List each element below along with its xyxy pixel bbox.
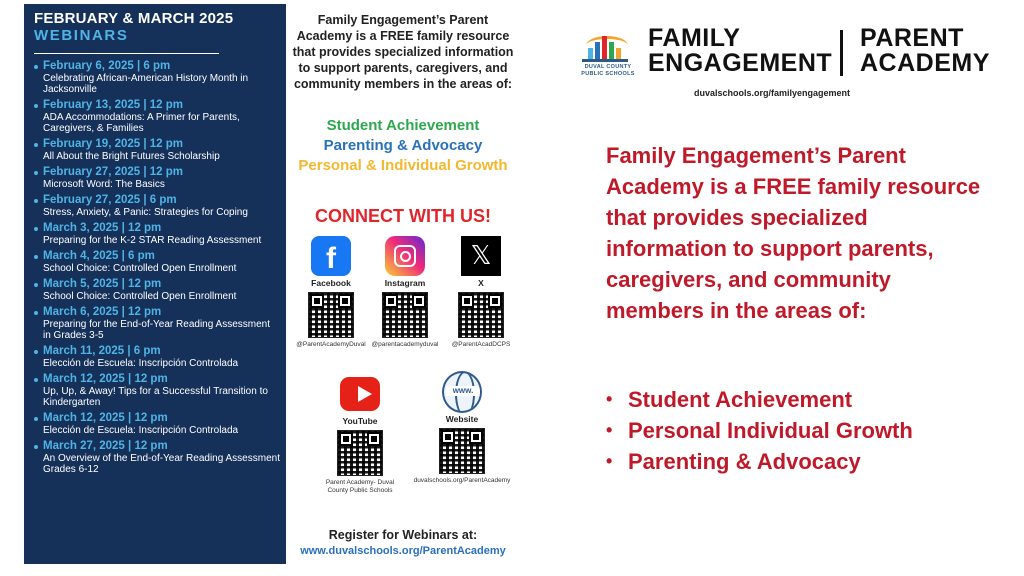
social-handle: @ParentAcadDCPS (451, 341, 511, 348)
webinar-title: Microsoft Word: The Basics (43, 179, 165, 190)
youtube-icon (340, 377, 380, 411)
webinar-title: School Choice: Controlled Open Enrollment (43, 291, 237, 302)
social-youtube[interactable] (316, 374, 404, 495)
webinar-list (34, 60, 280, 475)
register-label: Register for Webinars at: (328, 528, 478, 542)
area-parenting-advocacy: Parenting & Advocacy (323, 137, 483, 154)
social-label: X (478, 278, 484, 288)
list-item: • Parenting & Advocacy (606, 446, 913, 477)
instagram-icon (385, 236, 425, 276)
webinar-item (34, 373, 280, 408)
title-academy: ACADEMY (860, 49, 990, 77)
social-handle: @ParentAcademyDuval (296, 341, 366, 348)
flyer-column (290, 0, 516, 576)
webinar-date: February 27, 2025 | 6 pm (43, 194, 177, 206)
qr-code[interactable] (439, 428, 485, 474)
webinar-title: Preparing for the End-of-Year Reading Assessment in Grades 3-5 (43, 319, 270, 341)
social-x[interactable] (446, 236, 516, 349)
webinar-title: Preparing for the K-2 STAR Reading Assessment (43, 235, 262, 246)
webinar-date: February 6, 2025 | 6 pm (43, 60, 171, 72)
webinar-date: March 12, 2025 | 12 pm (43, 373, 168, 385)
webinar-title: Stress, Anxiety, & Panic: Strategies for Coping (43, 207, 248, 218)
webinar-date: February 27, 2025 | 12 pm (43, 166, 184, 178)
x-icon: 𝕏 (461, 236, 501, 276)
social-label: Instagram (384, 278, 426, 288)
logo-subtitle: DUVAL COUNTY PUBLIC SCHOOLS (581, 64, 635, 77)
webinar-item (34, 60, 280, 95)
webinar-title: Up, Up, & Away! Tips for a Successful Transition to Kindergarten (43, 386, 268, 408)
globe-icon (442, 371, 482, 413)
webinar-item (34, 250, 280, 274)
webinar-date: March 12, 2025 | 12 pm (43, 412, 168, 424)
title-family: FAMILY (648, 24, 741, 52)
webinar-title: Elección de Escuela: Inscripción Controlada (43, 425, 239, 436)
title-divider (34, 53, 219, 54)
qr-code[interactable] (458, 292, 504, 338)
social-instagram[interactable] (370, 236, 440, 349)
webinar-date: March 4, 2025 | 6 pm (43, 250, 155, 262)
webinar-title: Celebrating African-American History Month in Jacksonville (43, 73, 249, 95)
family-engagement-link[interactable]: duvalschools.org/familyengagement (694, 88, 851, 98)
social-facebook[interactable] (296, 236, 366, 349)
webinar-date: February 19, 2025 | 12 pm (43, 138, 184, 150)
connect-heading: CONNECT WITH US! (315, 206, 491, 226)
social-website[interactable] (410, 372, 514, 485)
webinars-title-line2: WEBINARS (34, 27, 129, 44)
webinar-date: March 11, 2025 | 6 pm (43, 345, 161, 357)
qr-code[interactable] (337, 430, 383, 476)
social-handle: Parent Academy- Duval County Public Schools (325, 479, 395, 494)
webinar-title: All About the Bright Futures Scholarship (43, 151, 220, 162)
qr-code[interactable] (308, 292, 354, 338)
webinar-date: March 5, 2025 | 12 pm (43, 278, 162, 290)
social-handle: @parentacademyduval (371, 341, 439, 348)
webinar-item (34, 99, 280, 134)
webinar-item (34, 278, 280, 302)
title-divider-bar (840, 30, 843, 76)
webinar-title: School Choice: Controlled Open Enrollment (43, 263, 237, 274)
parent-academy-title (860, 26, 990, 76)
area-personal-growth: Personal & Individual Growth (298, 157, 508, 174)
social-handle: duvalschools.org/ParentAcademy (413, 477, 511, 484)
main-description: Family Engagement’s Parent Academy is a FREE family resource that provides specialized information to support parents, caregivers, and community members in the areas of: (606, 143, 981, 323)
flyer-intro-text: Family Engagement’s Parent Academy is a FREE family resource that provides specialized information to support parents, caregivers, and community members in the areas of: (292, 13, 514, 91)
webinar-schedule-panel (24, 4, 286, 564)
duval-logo-icon (582, 28, 632, 62)
webinars-title-line1: FEBRUARY & MARCH 2025 (34, 10, 234, 27)
webinar-item (34, 222, 280, 246)
family-engagement-title (648, 26, 832, 76)
webinar-date: February 13, 2025 | 12 pm (43, 99, 184, 111)
list-item: • Student Achievement (606, 384, 913, 415)
webinar-item (34, 412, 280, 436)
webinar-item (34, 194, 280, 218)
qr-code[interactable] (382, 292, 428, 338)
webinar-item (34, 166, 280, 190)
social-label: YouTube (342, 416, 378, 426)
register-link[interactable]: www.duvalschools.org/ParentAcademy (300, 545, 506, 557)
facebook-icon: f (311, 236, 351, 276)
title-parent: PARENT (860, 24, 964, 52)
webinar-item (34, 138, 280, 162)
webinar-item (34, 306, 280, 341)
social-label: Facebook (311, 278, 351, 288)
webinar-title: An Overview of the End-of-Year Reading Assessment Grades 6-12 (43, 453, 280, 475)
webinar-title: Elección de Escuela: Inscripción Controlada (43, 358, 239, 369)
focus-areas (290, 116, 516, 176)
webinar-item (34, 440, 280, 475)
webinar-item (34, 345, 280, 369)
webinar-date: March 6, 2025 | 12 pm (43, 306, 162, 318)
list-item: • Personal Individual Growth (606, 415, 913, 446)
social-label: Website (445, 414, 479, 424)
title-engagement: ENGAGEMENT (648, 49, 833, 77)
webinar-date: March 3, 2025 | 12 pm (43, 222, 162, 234)
webinar-title: ADA Accommodations: A Primer for Parents, Caregivers, & Families (43, 112, 240, 134)
webinar-date: March 27, 2025 | 12 pm (43, 440, 168, 452)
area-student-achievement: Student Achievement (326, 117, 480, 134)
main-focus-list (606, 384, 913, 477)
